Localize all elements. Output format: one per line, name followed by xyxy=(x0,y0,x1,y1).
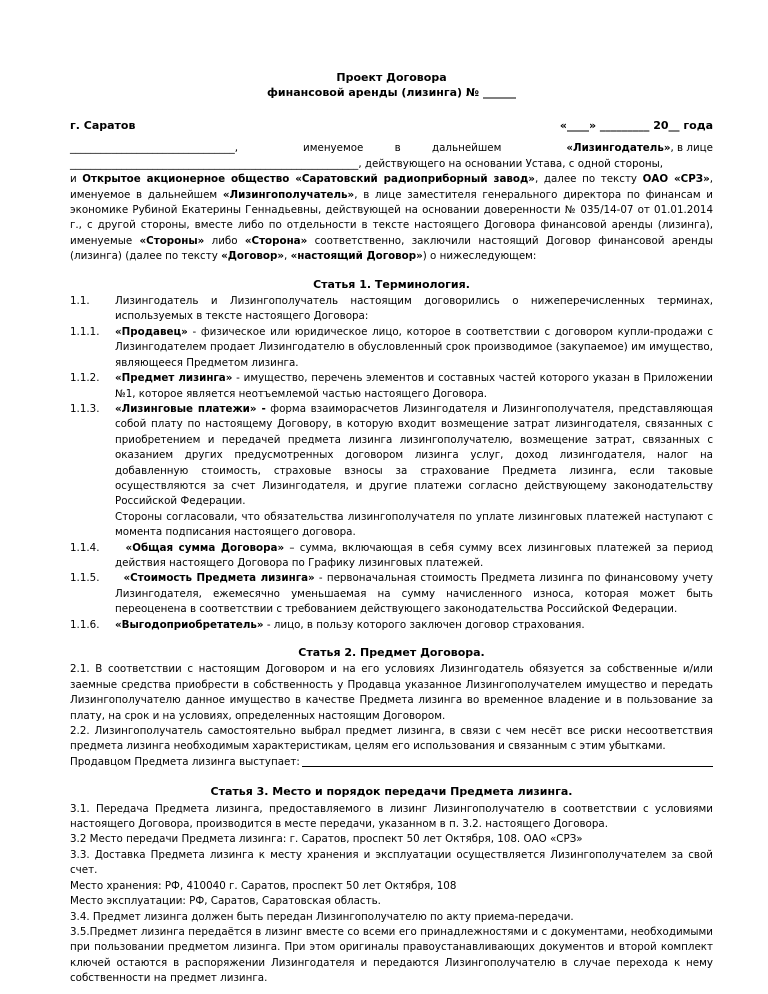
clause-1-1 xyxy=(70,294,713,325)
preamble-text-h: либо xyxy=(204,234,245,247)
clause-number: 1.1.5. xyxy=(70,572,100,585)
contract-term: «Договор» xyxy=(221,250,285,263)
preamble-text-a: именуемое в дальнейшем xyxy=(303,142,502,155)
contract-date: «____» _________ 20__ года xyxy=(559,119,713,132)
preamble-text-e: , далее по тексту xyxy=(534,173,643,186)
preamble-text-f: , именуемое в дальнейшем xyxy=(70,173,714,201)
clause-1-1-1 xyxy=(70,325,713,371)
term-lease-payments: «Лизинговые платежи» - xyxy=(115,402,266,415)
seller-label: Продавцом Предмета лизинга выступает: xyxy=(70,755,300,768)
clause-2-1: 2.1. В соответствии с настоящим Договором и на его условиях Лизингодатель обязуется за собственные и/или заемные средства приобрести в собственность у Продавца указанное Лизингополучателем имущество и передать Лизингополучателю данное имущество в качестве Предмета лизинга во временное владение и в пользование за плату, на срок и на условиях, определенных настоящим Договором. xyxy=(70,663,713,722)
clause-2-2: 2.2. Лизингополучатель самостоятельно выбрал предмет лизинга, в связи с чем несёт все риски несоответствия предмета лизинга необходимым характеристикам, целям его использования и связанным с этим убытками. xyxy=(70,725,713,753)
document-page xyxy=(70,70,713,987)
preamble-text-k: ) о нижеследующем: xyxy=(422,250,537,263)
clause-1-1-3-note: Стороны согласовали, что обязательства лизингополучателя по уплате лизинговых платежей наступают с момента подписания настоящего договора. xyxy=(115,510,713,539)
lessor-blank: ________________________________, xyxy=(70,142,239,155)
preamble-text-i: соответственно, заключили настоящий Договор финансовой аренды (лизинга) (далее по тексту xyxy=(70,234,713,263)
clause-text: – сумма, включающая в себя сумму всех лизинговых платежей за период действия настоящего Договора по Графику лизинговых платежей. xyxy=(115,541,713,569)
seller-field xyxy=(70,755,713,770)
company-short: ОАО «СРЗ» xyxy=(642,173,710,186)
preamble-text-d: и xyxy=(70,173,83,186)
seller-blank-line[interactable] xyxy=(302,755,713,767)
clause-text: Лизингодатель и Лизингополучатель настоящим договорились о нижеперечисленных терминах, используемых в тексте настоящего Договора: xyxy=(115,295,713,323)
preamble-text-j: , xyxy=(284,250,291,263)
preamble-text-g: , в лице заместителя генерального директора по финансам и экономике Рубиной Екатерины Геннадьевны, действующей на основании доверенности № 035/14-07 от 01.01.2014 г., с другой стороны, вместе либо по отдельности в тексте настоящего Договора финансовой аренды (лизинга), именуемые xyxy=(70,188,713,247)
clause-1-1-3 xyxy=(70,402,713,510)
city: г. Саратов xyxy=(70,119,136,132)
lessee-term: «Лизингополучатель» xyxy=(222,188,355,201)
term-beneficiary: «Выгодоприобретатель» xyxy=(115,618,264,631)
preamble-text-c: , действующего на основании Устава, с одной стороны, xyxy=(358,157,664,170)
doc-title-line2: финансовой аренды (лизинга) № ______ xyxy=(267,86,516,99)
clause-number: 1.1.4. xyxy=(70,541,100,554)
clause-3-5: 3.5.Предмет лизинга передаётся в лизинг вместе со всеми его принадлежностями и с документами, необходимыми при пользовании предметом лизинга. При этом оригиналы правоустанавливающих документов и второй комплект ключей остаются в распоряжении Лизингодателя и передаются Лизингополучателю в случае перехода к нему собственности на предмет лизинга. xyxy=(70,925,713,985)
clause-1-1-4 xyxy=(70,541,713,572)
parties-term: «Стороны» xyxy=(139,234,205,247)
clause-text: - лицо, в пользу которого заключен договор страхования. xyxy=(263,618,585,631)
term-seller: «Продавец» xyxy=(115,325,188,338)
preamble xyxy=(70,141,713,264)
clause-number: 1.1.2. xyxy=(70,372,100,385)
term-total-sum: «Общая сумма Договора» xyxy=(125,541,285,554)
article-1-title: Статья 1. Терминология. xyxy=(313,277,470,291)
company-name: Открытое акционерное общество «Саратовский радиоприборный завод» xyxy=(82,173,535,186)
operation-place: Место эксплуатации: РФ, Саратов, Саратовская область. xyxy=(70,895,381,908)
this-contract-term: «настоящий Договор» xyxy=(290,250,423,263)
term-leased-item: «Предмет лизинга» xyxy=(115,372,233,385)
article-2-title: Статья 2. Предмет Договора. xyxy=(298,646,485,659)
clause-number: 1.1.3. xyxy=(70,402,100,415)
clause-number: 1.1.6. xyxy=(70,618,100,631)
preamble-text-b: , в лице xyxy=(670,142,713,155)
term-item-cost: «Стоимость Предмета лизинга» xyxy=(123,572,315,585)
city-date-row xyxy=(70,118,713,133)
clause-1-1-6 xyxy=(70,618,713,633)
clause-1-1-2 xyxy=(70,371,713,402)
clause-1-1-5 xyxy=(70,571,713,617)
article-3-title: Статья 3. Место и порядок передачи Предмета лизинга. xyxy=(210,785,573,799)
clause-text: - первоначальная стоимость Предмета лизинга по финансовому учету Лизингодателя, ежемесячно уменьшаемая на сумму начисленного износа, которая может быть переоценена в соответствии с требованием действующего законодательства Российской Федерации. xyxy=(115,572,713,616)
doc-title-line1: Проект Договора xyxy=(336,71,447,84)
clause-text: форма взаиморасчетов Лизингодателя и Лизингополучателя, представляющая собой плату по настоящему Договору, в которую входит возмещение затрат лизингодателя, связанных с приобретением и передачей предмета лизинга лизингополучателю, возмещение затрат, связанных с оказанием других предусмотренных договором лизинга услуг, доход лизингодателя, налог на добавленную стоимость, страховые взносы за страхование Предмета лизинга, если таковые осуществляются за счет Лизингодателя, и другие платежи согласно действующему законодательству Российской Федерации. xyxy=(115,402,714,508)
clause-3-4: 3.4. Предмет лизинга должен быть передан Лизингополучателю по акту приема-передачи. xyxy=(70,910,574,923)
clause-3-1: 3.1. Передача Предмета лизинга, предоставляемого в лизинг Лизингополучателю в соответствии с условиями настоящего Договора, производится в месте передачи, указанном в п. 3.2. настоящего Договора. xyxy=(70,802,713,831)
party-term: «Сторона» xyxy=(244,234,308,247)
storage-place: Место хранения: РФ, 410040 г. Саратов, проспект 50 лет Октября, 108 xyxy=(70,879,457,892)
clause-3-2: 3.2 Место передачи Предмета лизинга: г. Саратов, проспект 50 лет Октября, 108. ОАО «СРЗ» xyxy=(70,833,583,846)
clause-number: 1.1. xyxy=(70,295,90,308)
clause-text: - имущество, перечень элементов и составных частей которого указан в Приложении №1, которое является неотъемлемой частью настоящего Договора. xyxy=(115,372,713,400)
clause-number: 1.1.1. xyxy=(70,325,100,338)
representative-blank: ________________________________________________________ xyxy=(70,157,359,170)
clause-3-3: 3.3. Доставка Предмета лизинга к месту хранения и эксплуатации осуществляется Лизингополучателем за свой счет. xyxy=(70,848,713,877)
clause-text: - физическое или юридическое лицо, которое в соответствии с договором купли-продажи с Лизингодателем продает Лизингодателю в обусловленный срок производимое (закупаемое) им имущество, являющееся Предметом лизинга. xyxy=(115,325,713,369)
lessor-term: «Лизингодатель» xyxy=(566,142,671,155)
